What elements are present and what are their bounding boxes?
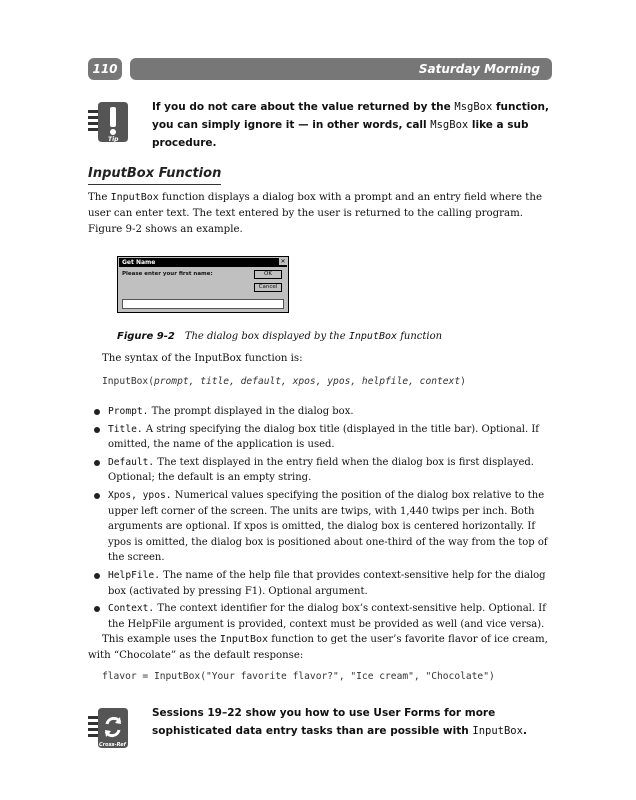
page-header bbox=[88, 58, 552, 80]
svg-text:Tip: Tip bbox=[108, 136, 119, 143]
example-paragraph: This example uses the InputBox function to get the user’s favorite flavor of ice cream, with “Chocolate” as the default response: bbox=[88, 634, 548, 661]
list-item: Default. The text displayed in the entry field when the dialog box is first displayed. Optional; the default is an empty string. bbox=[88, 455, 548, 486]
cancel-button: Cancel bbox=[254, 283, 282, 292]
section-title-bar: Saturday Morning bbox=[130, 58, 552, 80]
list-item: Xpos, ypos. Numerical values specifying the position of the dialog box relative to the upper left corner of the screen. The units are twips, with 1,440 twips per inch. Both arguments are optional. If xpos is omitted, the dialog box is centered horizontally. If ypos is omitted, the dialog box is positioned about one-third of the way from the top of the screen. bbox=[88, 488, 548, 566]
cross-ref-text: Sessions 19–22 show you how to use User Forms for more sophisticated data entry tasks than are possible with InputBox. bbox=[152, 707, 527, 737]
dialog-entry-field bbox=[122, 299, 284, 309]
cross-ref-icon bbox=[88, 704, 130, 750]
list-item: Context. The context identifier for the dialog box’s context-sensitive help. Optional. If the HelpFile argument is provided, context must be provided as well (and vice versa). bbox=[88, 601, 548, 632]
ok-button: OK bbox=[254, 270, 282, 279]
argument-list bbox=[88, 404, 548, 634]
dialog-prompt: Please enter your first name: bbox=[122, 271, 213, 277]
dialog-title: Get Name bbox=[119, 258, 287, 267]
intro-paragraph: The InputBox function displays a dialog box with a prompt and an entry field where the user can enter text. The text entered by the user is returned to the calling program. Figure 9-2 shows an example. bbox=[88, 192, 542, 235]
tip-note bbox=[88, 98, 558, 149]
syntax-intro: The syntax of the InputBox function is: bbox=[102, 353, 303, 364]
svg-text:Cross-Ref: Cross-Ref bbox=[99, 742, 126, 748]
tip-text: If you do not care about the value returned by the MsgBox function, you can simply ignore it — in other words, call MsgBox like a sub procedure. bbox=[152, 101, 550, 149]
close-icon: ✕ bbox=[280, 258, 286, 265]
cross-ref-note bbox=[88, 704, 558, 750]
list-item: Title. A string specifying the dialog box title (displayed in the title bar). Optional. If omitted, the name of the application is used. bbox=[88, 422, 548, 453]
list-item: HelpFile. The name of the help file that provides context-sensitive help for the dialog box (activated by pressing F1). Optional argument. bbox=[88, 568, 548, 599]
inputbox-dialog-figure bbox=[117, 256, 289, 313]
figure-caption: Figure 9-2 The dialog box displayed by the InputBox function bbox=[117, 331, 443, 342]
section-heading: InputBox Function bbox=[88, 166, 221, 185]
figure-label: Figure 9-2 bbox=[117, 331, 175, 342]
example-code: flavor = InputBox("Your favorite flavor?", "Ice cream", "Chocolate") bbox=[102, 671, 495, 682]
syntax-code: InputBox(prompt, title, default, xpos, ypos, helpfile, context) bbox=[102, 376, 466, 387]
tip-icon bbox=[88, 98, 130, 144]
page-number: 110 bbox=[88, 58, 122, 80]
list-item: Prompt. The prompt displayed in the dialog box. bbox=[88, 404, 548, 420]
